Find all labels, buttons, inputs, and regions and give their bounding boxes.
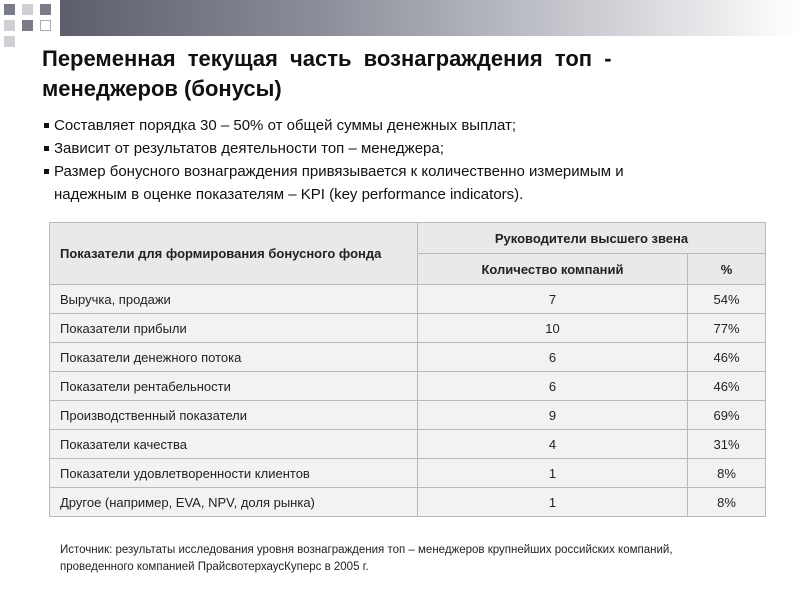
table-row <box>50 285 766 314</box>
col-header-percent: % <box>688 254 766 285</box>
row-indicator: Показатели прибыли <box>50 314 418 343</box>
row-percent: 69% <box>688 401 766 430</box>
title-line-1: Переменная текущая часть вознаграждения топ - <box>42 46 612 71</box>
row-count: 6 <box>418 372 688 401</box>
row-indicator: Другое (например, EVA, NPV, доля рынка) <box>50 488 418 517</box>
row-percent: 31% <box>688 430 766 459</box>
row-indicator: Показатели рентабельности <box>50 372 418 401</box>
col-header-indicator: Показатели для формирования бонусного фонда <box>50 223 418 285</box>
bullet-item: Размер бонусного вознаграждения привязывается к количественно измеримым и <box>44 160 784 183</box>
row-count: 1 <box>418 488 688 517</box>
col-header-count: Количество компаний <box>418 254 688 285</box>
decor-square <box>22 20 33 31</box>
bullet-continuation: надежным в оценке показателям – KPI (key performance indicators). <box>54 186 524 203</box>
source-line-1: Источник: результаты исследования уровня вознаграждения топ – менеджеров крупнейших российских компаний, <box>60 544 673 556</box>
row-indicator: Показатели денежного потока <box>50 343 418 372</box>
table-row <box>50 401 766 430</box>
table-row <box>50 314 766 343</box>
table-row <box>50 430 766 459</box>
row-percent: 54% <box>688 285 766 314</box>
bullet-list <box>44 114 784 206</box>
row-indicator: Показатели качества <box>50 430 418 459</box>
decor-square <box>40 4 51 15</box>
row-percent: 46% <box>688 372 766 401</box>
row-count: 10 <box>418 314 688 343</box>
decor-square <box>4 20 15 31</box>
row-count: 9 <box>418 401 688 430</box>
title-line-2: менеджеров (бонусы) <box>42 76 282 101</box>
row-indicator: Выручка, продажи <box>50 285 418 314</box>
row-indicator: Показатели удовлетворенности клиентов <box>50 459 418 488</box>
col-header-group: Руководители высшего звена <box>418 223 766 254</box>
table-header-row <box>50 223 766 254</box>
kpi-table <box>49 222 766 517</box>
table-row <box>50 488 766 517</box>
decor-square <box>4 4 15 15</box>
row-percent: 77% <box>688 314 766 343</box>
source-note <box>60 542 790 576</box>
decor-square <box>4 36 15 47</box>
bullet-item: Зависит от результатов деятельности топ – менеджера; <box>44 137 784 160</box>
bullet-item: Составляет порядка 30 – 50% от общей суммы денежных выплат; <box>44 114 784 137</box>
row-percent: 8% <box>688 459 766 488</box>
table-row <box>50 459 766 488</box>
row-indicator: Производственный показатели <box>50 401 418 430</box>
row-count: 1 <box>418 459 688 488</box>
row-percent: 8% <box>688 488 766 517</box>
table-row <box>50 343 766 372</box>
header-gradient-bar <box>60 0 800 36</box>
source-line-2: проведенного компанией ПрайсвотерхаусКуперс в 2005 г. <box>60 561 369 573</box>
row-count: 6 <box>418 343 688 372</box>
page-title <box>42 44 762 104</box>
table-row <box>50 372 766 401</box>
row-count: 4 <box>418 430 688 459</box>
decor-square <box>40 20 51 31</box>
row-percent: 46% <box>688 343 766 372</box>
row-count: 7 <box>418 285 688 314</box>
decor-square <box>22 4 33 15</box>
